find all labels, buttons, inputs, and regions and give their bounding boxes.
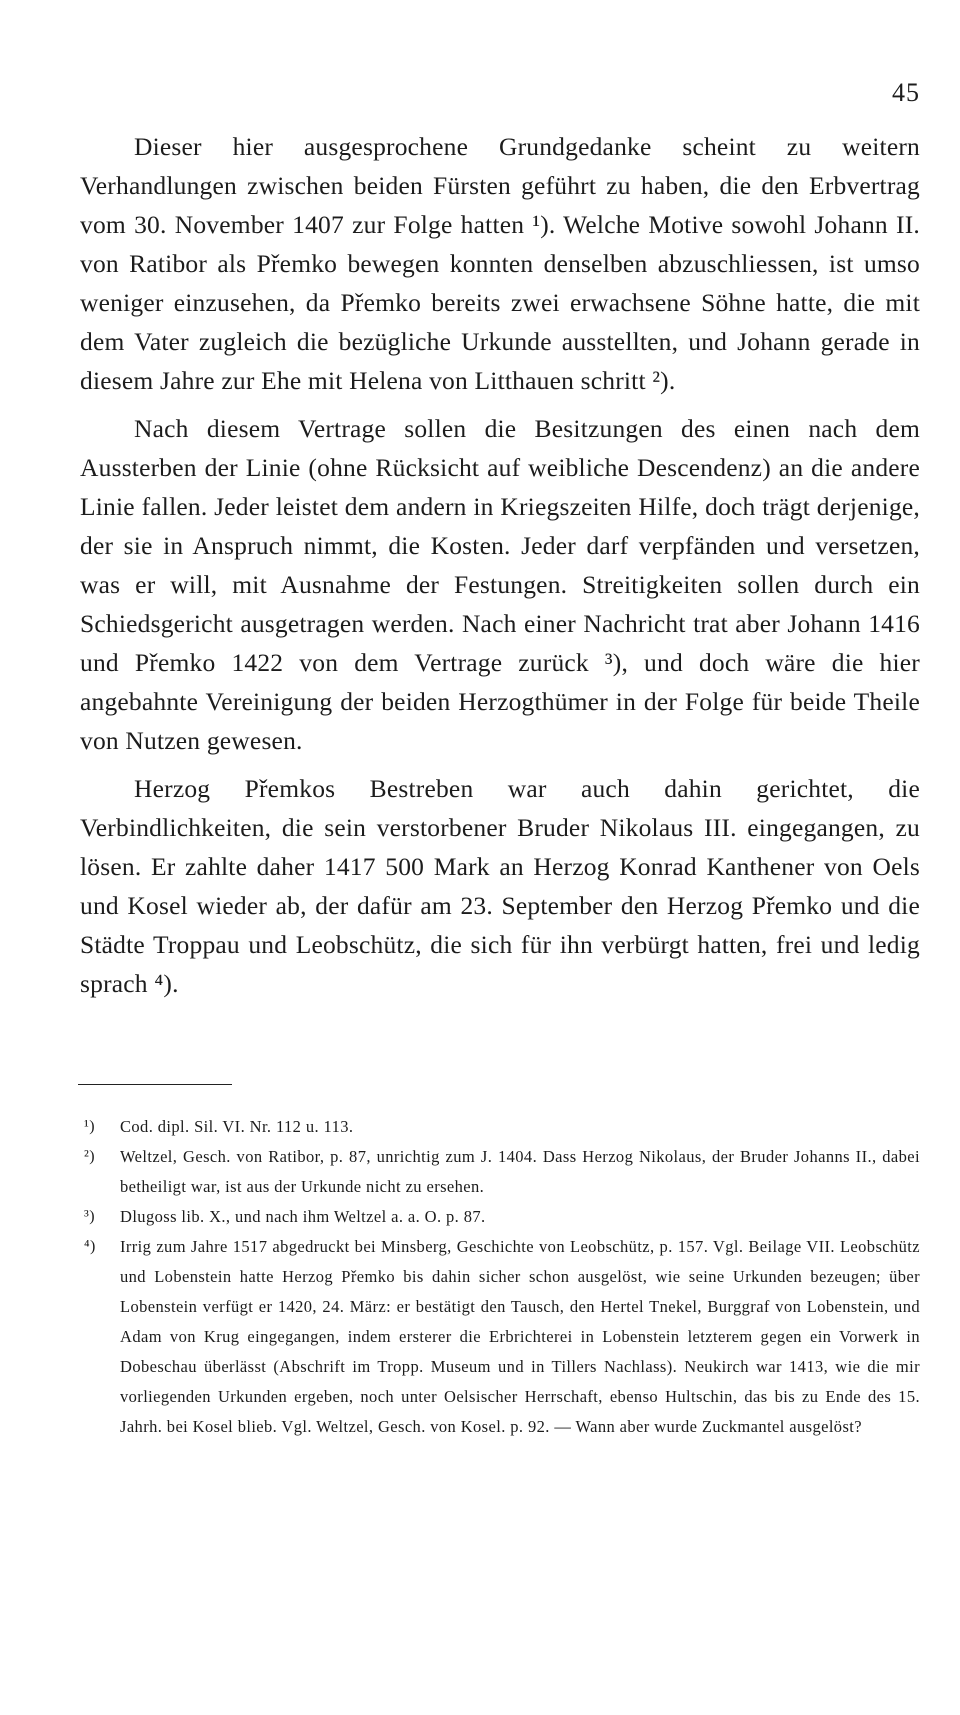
paragraph: Nach diesem Vertrage sollen die Besitzungen des einen nach dem Aussterben der Linie (ohne Rücksicht auf weibliche Descendenz) an die andere Linie fallen. Jeder leistet dem andern in Kriegszeiten Hilfe, doch trägt derjenige, der sie in Anspruch nimmt, die Kosten. Jeder darf verpfänden und versetzen, was er will, mit Ausnahme der Festungen. Streitigkeiten sollen durch ein Schiedsgericht ausgetragen werden. Nach einer Nachricht trat aber Johann 1416 und Přemko 1422 von dem Vertrage zurück ³), und doch wäre die hier angebahnte Vereinigung der beiden Herzogthümer in der Folge für beide Theile von Nutzen gewesen.	[80, 414, 920, 755]
footnote-1	[84, 1112, 920, 1142]
footnote-marker: ⁴)	[84, 1238, 96, 1255]
footnote-2	[84, 1142, 920, 1202]
paragraph: Dieser hier ausgesprochene Grundgedanke scheint zu weitern Verhandlungen zwischen beiden Fürsten geführt zu haben, die den Erbvertrag vom 30. November 1407 zur Folge hatten ¹). Welche Motive sowohl Johann II. von Ratibor als Přemko bewegen konnten denselben abzuschliessen, ist umso weniger einzusehen, da Přemko bereits zwei erwachsene Söhne hatte, die mit dem Vater zugleich die bezügliche Urkunde ausstellten, und Johann gerade in diesem Jahre zur Ehe mit Helena von Litthauen schritt ²).	[80, 132, 920, 395]
footnote-text: Irrig zum Jahre 1517 abgedruckt bei Minsberg, Geschichte von Leobschütz, p. 157. Vgl. Beilage VII. Leobschütz und Lobenstein hatte Herzog Přemko bis dahin sicher schon ausgelöst, wie seine Urkunden bezeugen; über Lobenstein verfügt er 1420, 24. März: er bestätigt den Tausch, den Hertel Tnekel, Burggraf von Lobenstein, und Adam von Krug eingegangen, indem ersterer die Erbrichterei in Lobenstein letzterem gegen ein Vorwerk in Dobeschau überlässt (Abschrift im Tropp. Museum und in Tillers Nachlass). Neukirch war 1413, wie die mir vorliegenden Urkunden ergeben, noch unter Oelsischer Herrschaft, ebenso Hultschin, das bis zu Ende des 15. Jahrh. bei Kosel blieb. Vgl. Weltzel, Gesch. von Kosel. p. 92. — Wann aber wurde Zuckmantel ausgelöst?	[120, 1237, 920, 1436]
footnote-marker: ²)	[84, 1148, 95, 1165]
page-number: 45	[892, 78, 920, 107]
footnote-4	[84, 1232, 920, 1442]
footnote-marker: ³)	[84, 1208, 95, 1225]
footnote-divider	[78, 1084, 232, 1085]
footnote-text: Weltzel, Gesch. von Ratibor, p. 87, unrichtig zum J. 1404. Dass Herzog Nikolaus, der Bruder Johanns II., dabei betheiligt war, ist aus der Urkunde nicht zu ersehen.	[120, 1147, 920, 1196]
paragraph: Herzog Přemkos Bestreben war auch dahin gerichtet, die Verbindlichkeiten, die sein verstorbener Bruder Nikolaus III. eingegangen, zu lösen. Er zahlte daher 1417 500 Mark an Herzog Konrad Kanthener von Oels und Kosel wieder ab, der dafür am 23. September den Herzog Přemko und die Städte Troppau und Leobschütz, die sich für ihn verbürgt hatten, frei und ledig sprach ⁴).	[80, 774, 920, 998]
footnotes	[84, 1112, 920, 1442]
footnote-text: Dlugoss lib. X., und nach ihm Weltzel a. a. O. p. 87.	[120, 1207, 486, 1226]
footnote-text: Cod. dipl. Sil. VI. Nr. 112 u. 113.	[120, 1117, 354, 1136]
footnote-3	[84, 1202, 920, 1232]
main-text	[80, 127, 920, 1012]
footnote-marker: ¹)	[84, 1118, 95, 1135]
